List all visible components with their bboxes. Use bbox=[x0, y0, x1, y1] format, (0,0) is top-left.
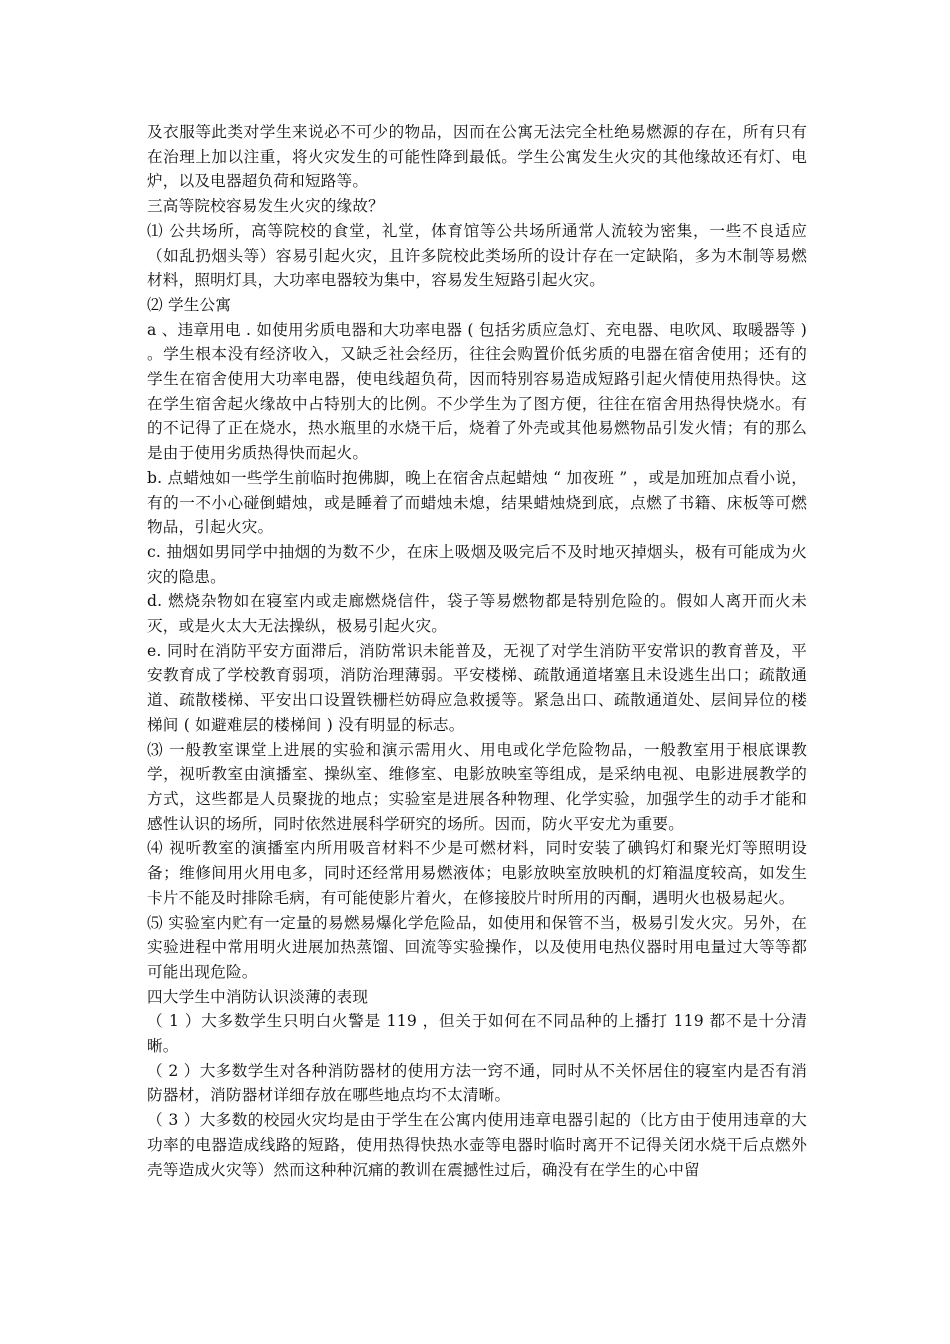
paragraph-av-classrooms: ⑷ 视听教室的演播室内所用吸音材料不少是可燃材料，同时安装了碘钨灯和聚光灯等照明设备；维修间用火用电多，同时还经常用易燃液体；电影放映室放映机的灯箱温度较高，如发生卡片不能及时排除毛病，有可能使影片着火，在修接胶片时所用的丙酮，遇明火也极易起火。 bbox=[147, 839, 807, 907]
paragraph-item-1: （ 1 ）大多数学生只明白火警是 119 ，但关于如何在不同品种的上播打 119 都不是十分清晰。 bbox=[147, 1012, 807, 1056]
heading-student-dormitory: ⑵ 学生公寓 bbox=[147, 295, 232, 314]
paragraph-public-places: ⑴ 公共场所，高等院校的食堂，礼堂，体育馆等公共场所通常人流较为密集，一些不良适应（如乱扔烟头等）容易引起火灾，且许多院校此类场所的设计存在一定缺陷，多为木制等易燃材料，照明灯具，大功率电器较为集中，容易发生短路引起火灾。 bbox=[147, 221, 807, 290]
paragraph-illegal-electricity: a 、违章用电 . 如使用劣质电器和大功率电器 ( 包括劣质应急灯、充电器、电吹风、取暖器等 ) 。学生根本没有经济收入，又缺乏社会经历，往往会购置价低劣质的电器在宿舍使用；还有的学生在宿舍使用大功率电器，使电线超负荷，因而特别容易造成短路引起火情使用热得快。这在学生宿舍起火缘故中占特别大的比例。不少学生为了图方便，往往在宿舍用热得快烧水。有的不记得了正在烧水，热水瓶里的水烧干后，烧着了外壳或其他易燃物品引发火情；有的那么是由于使用劣质热得快而起火。 bbox=[147, 320, 807, 463]
paragraph-candles: b. 点蜡烛如一些学生前临时抱佛脚，晚上在宿舍点起蜡烛 “ 加夜班 ” ，或是加班加点看小说，有的一不小心碰倒蜡烛，或是睡着了而蜡烛未熄，结果蜡烛烧到底，点燃了书籍、床板等可燃物品，引起火灾。 bbox=[147, 468, 807, 537]
paragraph-dormitory-items: 及衣服等此类对学生来说必不可少的物品，因而在公寓无法完全杜绝易燃源的存在，所有只有在治理上加以注重，将火灾发生的可能性降到最低。学生公寓发生火灾的其他缘故还有灯、电炉，以及电器超负荷和短路等。 bbox=[147, 123, 807, 191]
paragraph-classrooms: ⑶ 一般教室课堂上进展的实验和演示需用火、用电或化学危险物品，一般教室用于根底课教学，视听教室由演播室、操纵室、维修室、电影放映室等组成，是采纳电视、电影进展教学的方式，这些都是人员聚拢的地点；实验室是进展各种物理、化学实验，加强学生的动手才能和感性认识的场所，同时依然进展科学研究的场所。因而，防火平安尤为重要。 bbox=[147, 740, 807, 833]
heading-section-three: 三高等院校容易发生火灾的缘故？ bbox=[147, 197, 384, 216]
paragraph-smoking: c. 抽烟如男同学中抽烟的为数不少，在床上吸烟及吸完后不及时地灭掉烟头，极有可能成为火灾的隐患。 bbox=[147, 542, 807, 586]
paragraph-laboratories: ⑸ 实验室内贮有一定量的易燃易爆化学危险品，如使用和保管不当，极易引发火灾。另外，在实验进程中常用明火进展加热蒸馏、回流等实验操作，以及使用电热仪器时用电量过大等等都可能出现危险。 bbox=[147, 913, 807, 981]
heading-section-four: 四大学生中消防认识淡薄的表现 bbox=[147, 987, 369, 1006]
paragraph-item-3: （ 3 ）大多数的校园火灾均是由于学生在公寓内使用违章电器引起的（比方由于使用违章的大功率的电器造成线路的短路，使用热得快热水壶等电器时临时离开不记得关闭水烧干后点燃外壳等造成火灾等）然而这种种沉痛的教训在震撼性过后，确没有在学生的心中留 bbox=[147, 1111, 807, 1179]
paragraph-burning-debris: d. 燃烧杂物如在寝室内或走廊燃烧信件，袋子等易燃物都是特别危险的。假如人离开而火未灭，或是火太大无法操纵，极易引起火灾。 bbox=[147, 592, 807, 636]
paragraph-fire-safety-lag: e. 同时在消防平安方面滞后，消防常识未能普及，无视了对学生消防平安常识的教育普及，平安教育成了学校教育弱项，消防治理薄弱。平安楼梯、疏散通道堵塞且未设逃生出口；疏散通道、疏散楼梯、平安出口设置铁栅栏妨碍应急救援等。紧急出口、疏散通道处、层间异位的楼梯间 ( 如避难层的楼梯间 ) 没有明显的标志。 bbox=[147, 641, 807, 734]
paragraph-item-2: （ 2 ）大多数学生对各种消防器材的使用方法一窍不通，同时从不关怀居住的寝室内是否有消防器材，消防器材详细存放在哪些地点均不太清晰。 bbox=[147, 1061, 807, 1105]
document-body bbox=[147, 120, 807, 1182]
